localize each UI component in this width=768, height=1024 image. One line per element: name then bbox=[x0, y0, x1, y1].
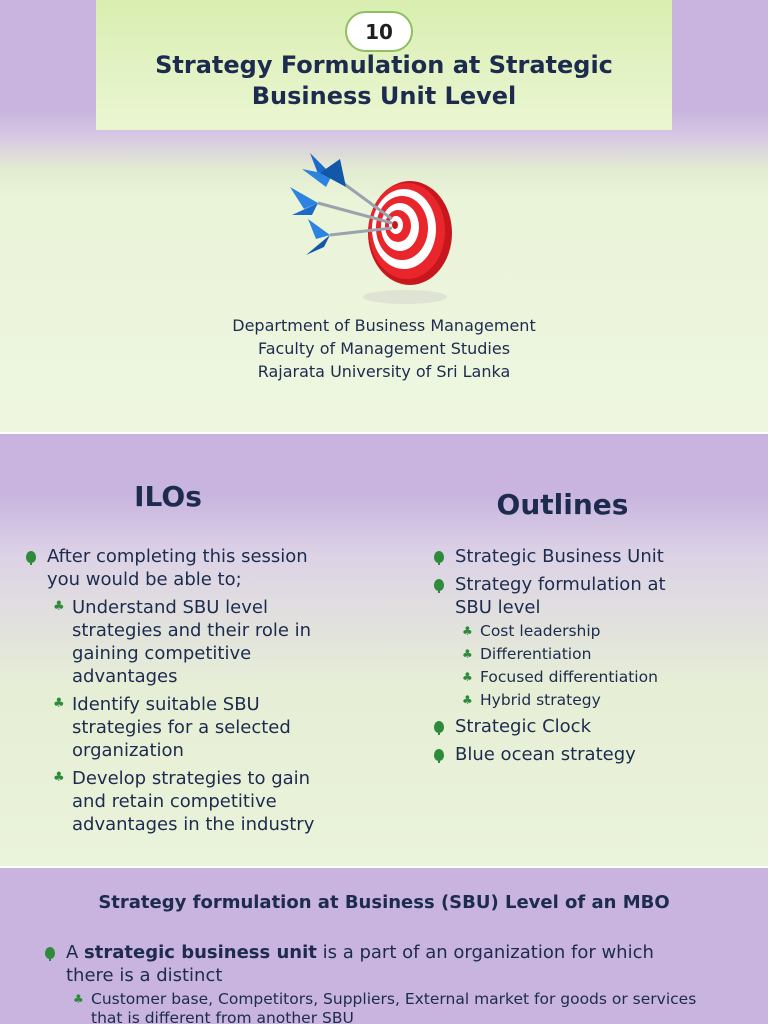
outline-item bbox=[455, 573, 755, 619]
title-line-2: Business Unit Level bbox=[251, 82, 517, 110]
slide-number-badge: 10 bbox=[345, 11, 413, 52]
outline-subitem-text: Cost leadership bbox=[480, 622, 601, 640]
definition-term: strategic business unit bbox=[84, 942, 317, 963]
ilo-item-line: and retain competitive bbox=[72, 791, 277, 812]
outline-item-text: Strategic Business Unit bbox=[455, 546, 664, 567]
definition-rest: is a part of an organization for which bbox=[316, 942, 654, 963]
ilo-item-line: advantages in the industry bbox=[72, 814, 315, 835]
leaf-bullet-icon bbox=[45, 947, 55, 959]
title-line-1: Strategy Formulation at Strategic bbox=[155, 51, 613, 79]
affiliation-university: Rajarata University of Sri Lanka bbox=[257, 362, 511, 381]
sbu-definition-line2: there is a distinct bbox=[66, 965, 223, 986]
outline-item-text: Strategic Clock bbox=[455, 716, 591, 737]
tree-bullet-icon: ♣ bbox=[462, 647, 473, 661]
tree-bullet-icon: ♣ bbox=[53, 770, 65, 785]
tree-bullet-icon: ♣ bbox=[462, 670, 473, 684]
leaf-bullet-icon bbox=[434, 721, 444, 733]
tree-bullet-icon: ♣ bbox=[53, 696, 65, 711]
outline-item-text: SBU level bbox=[455, 597, 541, 618]
outline-subitem bbox=[462, 620, 760, 643]
leaf-bullet-icon bbox=[434, 579, 444, 591]
outlines-heading: Outlines bbox=[496, 488, 629, 521]
dartboard-target-icon bbox=[280, 135, 470, 310]
tree-bullet-icon: ♣ bbox=[53, 599, 65, 614]
ilos-heading: ILOs bbox=[134, 480, 202, 513]
outline-subitem-text: Focused differentiation bbox=[480, 668, 658, 686]
affiliation-department: Department of Business Management bbox=[232, 316, 536, 335]
outline-item-text: Strategy formulation at bbox=[455, 574, 666, 595]
definition-prefix: A bbox=[66, 942, 85, 963]
affiliation-faculty: Faculty of Management Studies bbox=[257, 339, 511, 358]
ilos-intro-line: you would be able to; bbox=[47, 569, 242, 590]
ilo-item-line: Develop strategies to gain bbox=[72, 768, 311, 789]
outline-item bbox=[455, 743, 755, 766]
outline-subitem-text: Hybrid strategy bbox=[480, 691, 601, 709]
sbu-definition-subbullet bbox=[73, 990, 741, 1024]
subbullet-line1: Customer base, Competitors, Suppliers, External market for goods or services bbox=[91, 990, 697, 1008]
ilo-item-line: advantages bbox=[72, 666, 178, 687]
ilo-item-line: strategies and their role in bbox=[72, 620, 312, 641]
outline-item bbox=[455, 545, 755, 568]
leaf-bullet-icon bbox=[434, 551, 444, 563]
ilos-outlines-slide bbox=[0, 434, 768, 866]
sbu-definition-bullet bbox=[66, 941, 736, 987]
outline-subitem bbox=[462, 666, 760, 689]
tree-bullet-icon: ♣ bbox=[73, 992, 84, 1006]
slide3-title: Strategy formulation at Business (SBU) Level of an MBO bbox=[98, 892, 670, 913]
outline-subitem bbox=[462, 643, 760, 666]
ilo-item-line: strategies for a selected bbox=[72, 717, 291, 738]
ilo-item-line: gaining competitive bbox=[72, 643, 252, 664]
ilo-item bbox=[53, 596, 372, 688]
title-slide bbox=[0, 0, 768, 432]
sbu-definition-slide bbox=[0, 868, 768, 1024]
ilos-intro-line: After completing this session bbox=[47, 546, 308, 567]
ilo-item bbox=[53, 693, 372, 762]
ilo-item-line: organization bbox=[72, 740, 184, 761]
ilo-item-line: Understand SBU level bbox=[72, 597, 268, 618]
ilo-item-line: Identify suitable SBU bbox=[72, 694, 260, 715]
ilos-intro bbox=[47, 545, 367, 591]
outline-subitem-text: Differentiation bbox=[480, 645, 592, 663]
outline-item-text: Blue ocean strategy bbox=[455, 744, 636, 765]
sbu-definition-line1 bbox=[66, 941, 736, 964]
subbullet-line2: that is different from another SBU bbox=[91, 1009, 354, 1024]
tree-bullet-icon: ♣ bbox=[462, 624, 473, 638]
slide-title bbox=[96, 50, 672, 112]
leaf-bullet-icon bbox=[26, 551, 36, 563]
leaf-bullet-icon bbox=[434, 749, 444, 761]
ilo-item bbox=[53, 767, 372, 836]
affiliation bbox=[0, 314, 768, 383]
outline-subitem bbox=[462, 689, 760, 712]
tree-bullet-icon: ♣ bbox=[462, 693, 473, 707]
outline-item bbox=[455, 715, 755, 738]
